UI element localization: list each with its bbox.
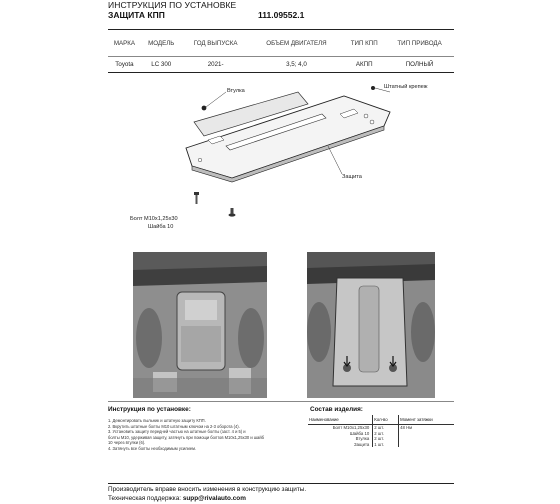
spec-header-model: МОДЕЛЬ — [148, 39, 175, 47]
components-header-row — [308, 415, 454, 425]
footer-disclaimer: Производитель вправе вносить изменения в конструкцию защиты. — [108, 486, 307, 493]
component-torque — [399, 442, 454, 448]
component-name: Втулка — [355, 436, 370, 442]
component-torque: 48 Нм — [399, 425, 454, 431]
spec-value-year: 2021- — [207, 60, 224, 68]
spec-header-year: ГОД ВЫПУСКА — [193, 39, 238, 47]
components-table — [308, 415, 454, 447]
instructions-steps — [108, 418, 298, 452]
components-title: Состав изделия: — [310, 406, 363, 413]
spec-value-gearbox: АКПП — [355, 60, 373, 68]
component-qty: 2 шт. — [373, 431, 399, 437]
mount-hole-3 — [198, 158, 202, 162]
label-sleeve: Втулка — [227, 88, 245, 94]
guard-exploded-drawing — [108, 74, 454, 250]
component-qty: 2 шт. — [373, 436, 399, 442]
support-label: Техническая поддержка: — [108, 495, 182, 502]
instruction-step: 1. Демонтировать пыльник и штатную защиту КПП. — [108, 418, 206, 423]
support-email-link[interactable]: supp@rivalauto.com — [182, 495, 246, 502]
standard-mount-marker — [371, 86, 375, 90]
vehicle-spec-table — [108, 30, 454, 72]
component-qty: 2 шт. — [373, 425, 399, 431]
instruction-step: 10 через втулки (6). — [108, 440, 146, 446]
instructions-title: Инструкция по установке: — [108, 406, 191, 413]
components-header-qty: Кол-во — [373, 415, 399, 425]
photo-after-installation — [307, 252, 435, 398]
component-name: Шайба 10 — [349, 430, 370, 436]
spec-header-row — [108, 30, 454, 56]
spec-value-engine: 3,5; 4,0 — [286, 60, 307, 68]
spec-bottom-rule — [108, 72, 454, 73]
product-title: ЗАЩИТА КПП — [108, 10, 165, 20]
table-row — [308, 442, 454, 448]
mount-hole-1 — [364, 114, 368, 118]
sleeve-marker — [202, 106, 207, 111]
footer-rule — [108, 483, 454, 484]
instruction-step: 2. Вкрутить штатные болты М10 штатным ключом на 2-3 оборота (4). — [108, 423, 240, 429]
part-number: 111.09552.1 — [258, 10, 305, 20]
underbody-photo-left — [133, 252, 267, 398]
underbody-photo-right — [307, 252, 435, 398]
spec-value-drive: ПОЛНЫЙ — [405, 60, 434, 68]
spec-value-row — [108, 56, 454, 72]
instruction-step: 3. Установить защиту передней частью на штатные болты (заст. 4 и 5) и — [108, 429, 246, 435]
label-washer: Шайба 10 — [148, 224, 174, 230]
component-qty: 1 шт. — [373, 442, 399, 448]
spec-value-brand: Toyota — [115, 60, 134, 68]
component-name: Болт М10х1,25х30 — [332, 425, 370, 431]
label-standard-mount: Штатный крепеж — [384, 84, 428, 90]
bolt-icon — [194, 192, 199, 204]
section-rule — [108, 401, 454, 402]
photo-before-installation — [133, 252, 267, 398]
components-header-torque: Момент затяжки — [399, 415, 454, 425]
spec-header-engine: ОБЪЕМ ДВИГАТЕЛЯ — [266, 39, 327, 47]
washer-icon — [229, 208, 236, 217]
instruction-step: болты М10, удерживая защиту, затянуть при помощи болтов М10х1,25х30 и шайб — [108, 434, 264, 440]
label-bolt: Болт М10х1,25х30 — [130, 216, 178, 222]
instruction-step: 4. Затянуть все болты необходимым усилием. — [108, 445, 197, 451]
component-name: Защита — [354, 441, 370, 447]
doc-header-title: ИНСТРУКЦИЯ ПО УСТАНОВКЕ — [108, 0, 237, 10]
mount-hole-2 — [370, 120, 374, 124]
components-header-name: Наименование — [308, 415, 373, 425]
label-guard: Защита — [342, 174, 362, 180]
spec-value-model: LC 300 — [151, 60, 172, 68]
spec-header-gearbox: ТИП КПП — [350, 39, 378, 47]
footer-support — [108, 495, 246, 502]
spec-mid-rule — [108, 56, 454, 57]
spec-header-drive: ТИП ПРИВОДА — [397, 39, 442, 47]
spec-header-brand: МАРКА — [113, 39, 135, 47]
